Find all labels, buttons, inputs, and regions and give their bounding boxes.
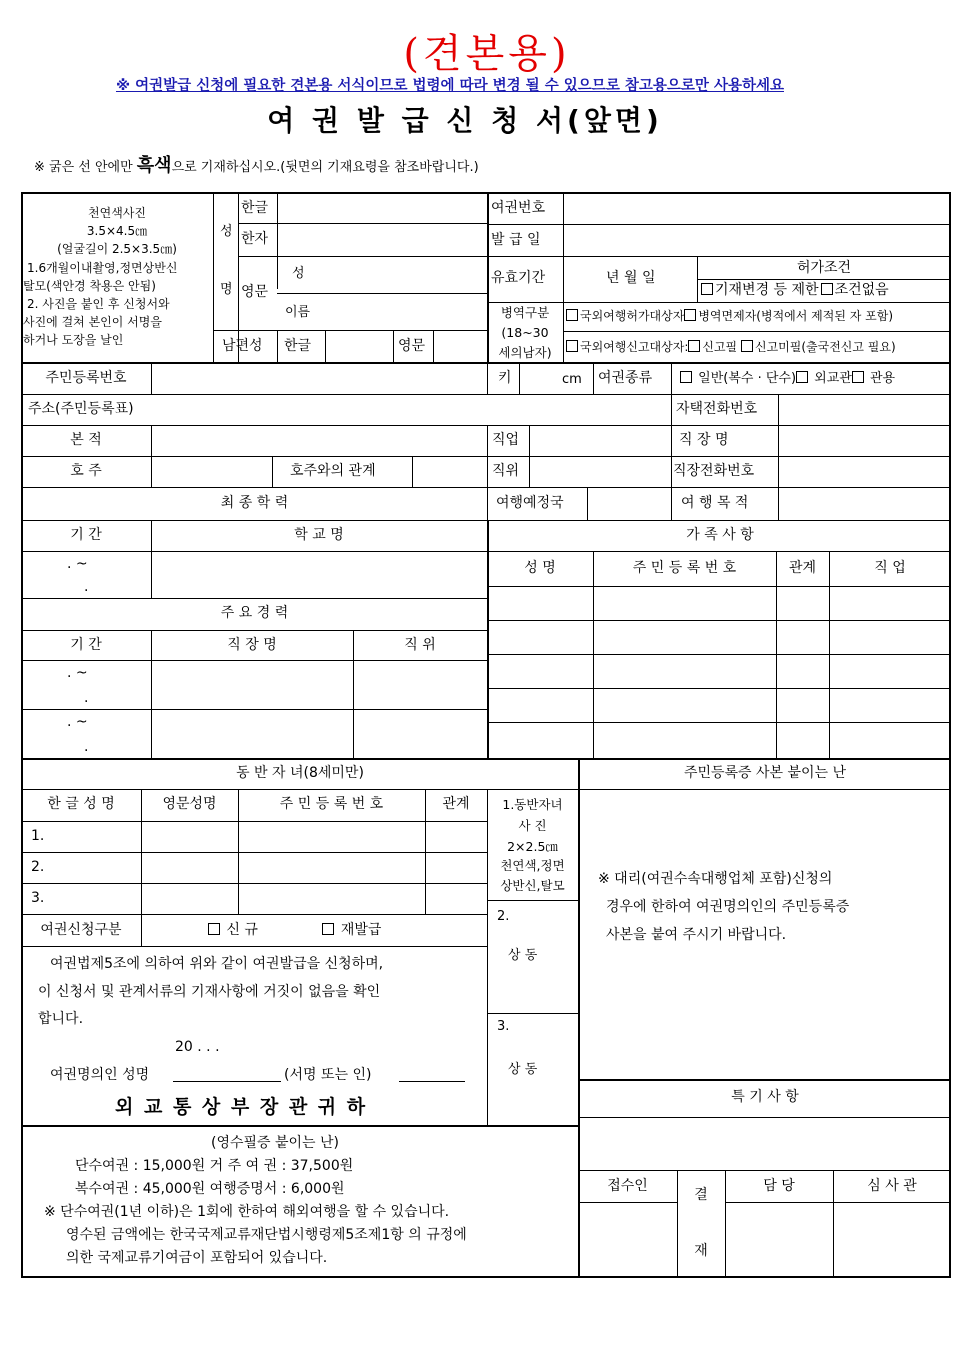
signer-label: 여권명의인 성명 — [50, 1067, 150, 1083]
instruction-prefix: ※ 굵은 선 안에만 — [34, 160, 133, 175]
id-copy-note-3: 사본을 붙여 주시기 바랍니다. — [606, 927, 787, 943]
label-job: 직업 — [492, 432, 520, 448]
remarks-title: 특 기 사 항 — [731, 1089, 799, 1105]
photo-line-5: 탈모(색안경 착용은 안됨) — [23, 279, 156, 293]
label-head: 호 주 — [70, 463, 102, 479]
type-regular-label: 일반(복수 · 단수) — [698, 371, 797, 386]
photo-line-4: 1.6개월이내촬영,정면상반신 — [27, 261, 178, 275]
not-reported-label: 신고미필(출국전신고 필요) — [754, 340, 896, 354]
fee-note-1: ※ 단수여권(1년 이하)은 1회에 한하여 해외여행을 할 수 있습니다. — [44, 1204, 450, 1220]
career-dot-1: . — [84, 690, 89, 706]
fee-note-3: 의한 국제교류기여금이 포함되어 있습니다. — [66, 1250, 328, 1266]
family-rel-header: 관계 — [788, 560, 817, 576]
input-eng-given[interactable] — [320, 294, 486, 329]
label-workplace: 직 장 명 — [679, 432, 729, 448]
overseas-permit-checkbox[interactable] — [566, 309, 578, 321]
companion-row-3: 3. — [31, 890, 45, 906]
military-row-1 — [566, 309, 893, 324]
companion-photo-l2: 사 진 — [518, 818, 547, 833]
label-spouse-eng: 영문 — [398, 338, 426, 354]
label-domicile: 본 적 — [70, 432, 102, 448]
sample-label: (견본용) — [403, 31, 571, 77]
fee-note-2: 영수된 금액에는 한국국제교류재단법시행령제5조제1항 의 규정에 — [66, 1227, 467, 1243]
instruction-black-ink: 흑색 — [136, 155, 172, 176]
label-passport-number: 여권번호 — [491, 200, 546, 216]
companion-name-kr-header: 한 글 성 명 — [47, 796, 115, 812]
examiner-label: 심 사 관 — [867, 1178, 917, 1194]
companion-rel-header: 관계 — [442, 796, 470, 812]
label-position: 직위 — [492, 463, 520, 479]
military-label-1: 병역구분 — [500, 305, 550, 320]
approval-gyeol: 결 — [694, 1187, 708, 1203]
label-permit-conditions: 허가조건 — [796, 260, 852, 276]
label-education: 최 종 학 력 — [220, 495, 289, 511]
label-purpose: 여 행 목 적 — [681, 495, 749, 511]
career-position-header: 직 위 — [404, 637, 436, 653]
label-head-relation: 호주와의 관계 — [290, 463, 376, 479]
label-seong: 성 — [220, 224, 233, 239]
new-application-label: 신 규 — [226, 922, 258, 938]
input-rrn[interactable] — [152, 363, 486, 393]
label-yeongmun: 영문 — [241, 284, 269, 300]
label-cm: cm — [562, 372, 582, 387]
career-workplace-header: 직 장 명 — [227, 637, 277, 653]
input-name-hanja[interactable] — [278, 224, 486, 255]
permit-none-checkbox[interactable] — [821, 283, 833, 295]
companion-title: 동 반 자 녀(8세미만) — [236, 765, 364, 781]
companion-photo-l5: 상반신,탈모 — [500, 878, 565, 893]
declaration-line-1: 여권법제5조에 의하여 위와 같이 여권발급을 신청하며, — [50, 956, 384, 972]
permit-none-label: 조건없음 — [834, 282, 889, 298]
companion-name-en-header: 영문성명 — [162, 796, 217, 812]
new-application-checkbox[interactable] — [208, 923, 220, 935]
id-copy-note-2: 경우에 한하여 여권명의인의 주민등록증 — [606, 899, 850, 915]
sign-note: (서명 또는 인) — [284, 1067, 372, 1083]
companion-photo-3: 3. — [497, 1019, 510, 1034]
instruction-suffix: 으로 기재하십시오.(뒷면의 기재요령을 참조바랍니다.) — [171, 160, 479, 175]
companion-rrn-header: 주 민 등 록 번 호 — [279, 796, 384, 812]
military-exempt-label: 병역면제자(병적에서 제적된 자 포함) — [698, 309, 894, 323]
input-passport-number[interactable] — [564, 193, 950, 223]
type-diplomat-label: 외교관 — [814, 371, 852, 386]
label-issue-date: 발 급 일 — [491, 232, 541, 248]
photo-line-7: 사진에 걸쳐 본인이 서명을 — [23, 315, 162, 329]
fee-line-2: 복수여권 : 45,000원 여행증명서 : 6,000원 — [75, 1181, 345, 1197]
input-name-hangul[interactable] — [278, 193, 486, 222]
label-eng-given: 이름 — [285, 305, 311, 320]
sample-notice: ※ 여권발급 신청에 필요한 견본용 서식이므로 법령에 따라 변경 될 수 있으므로 참고용으로만 사용하세요 — [115, 78, 784, 94]
label-hangul: 한글 — [241, 200, 269, 216]
companion-row-1: 1. — [31, 828, 45, 844]
addressee: 외 교 통 상 부 장 관 귀 하 — [115, 1096, 368, 1118]
reported-checkbox[interactable] — [688, 340, 700, 352]
photo-line-8: 하거나 도장을 날인 — [23, 333, 124, 347]
not-reported-checkbox[interactable] — [741, 340, 753, 352]
career-dot-2: . — [84, 739, 89, 755]
edu-dot: . — [84, 579, 89, 595]
officer-label: 담 당 — [763, 1178, 795, 1194]
fill-instruction — [34, 155, 479, 176]
photo-line-3: (얼굴길이 2.5×3.5㎝) — [57, 242, 177, 256]
family-job-header: 직 업 — [874, 560, 906, 576]
id-copy-note-1: ※ 대리(여권수속대행업체 포함)신청의 — [598, 871, 833, 887]
label-spouse-hangul: 한글 — [284, 338, 312, 354]
photo-line-6: 2. 사진을 붙인 후 신청서와 — [27, 297, 170, 311]
declaration-date: 20 . . . — [175, 1039, 220, 1055]
signer-name-line[interactable] — [173, 1081, 281, 1082]
input-issue-date[interactable] — [564, 225, 950, 255]
military-exempt-checkbox[interactable] — [684, 309, 696, 321]
type-official-label: 관용 — [870, 371, 896, 386]
companion-photo-2-same: 상 동 — [508, 948, 538, 963]
companion-row-2: 2. — [31, 859, 45, 875]
edu-period-header: 기 간 — [70, 527, 102, 543]
permit-restricted-label: 기재변경 등 제한 — [715, 282, 819, 298]
label-home-phone: 자택전화번호 — [676, 401, 758, 417]
validity-ymd: 년 월 일 — [606, 270, 656, 286]
permit-restricted-checkbox[interactable] — [701, 283, 713, 295]
label-validity: 유효기간 — [491, 270, 546, 286]
companion-photo-l3: 2×2.5㎝ — [507, 839, 558, 854]
reported-label: 신고필 — [702, 340, 738, 354]
label-address: 주소(주민등록표) — [28, 401, 134, 417]
reissue-checkbox[interactable] — [322, 923, 334, 935]
receiver-label: 접수인 — [607, 1178, 648, 1194]
edu-range: . ~ — [67, 556, 88, 572]
approval-jae: 재 — [694, 1243, 708, 1259]
companion-photo-l4: 천연색,정면 — [500, 858, 565, 873]
family-rrn-header: 주 민 등 록 번 호 — [632, 560, 737, 576]
military-row-2 — [566, 340, 896, 355]
label-hanja: 한자 — [241, 231, 269, 247]
photo-line-2: 3.5×4.5㎝ — [86, 224, 148, 238]
photo-line-1: 천연색사진 — [88, 206, 146, 220]
overseas-permit-label: 국외여행허가대상자 — [580, 309, 685, 323]
id-copy-title: 주민등록증 사본 붙이는 난 — [683, 765, 847, 781]
type-diplomat-checkbox[interactable] — [796, 371, 808, 383]
input-eng-surname[interactable] — [320, 257, 486, 292]
career-title: 주 요 경 력 — [220, 605, 289, 621]
companion-photo-3-same: 상 동 — [508, 1062, 538, 1077]
label-rrn: 주민등록번호 — [45, 370, 127, 386]
type-official-checkbox[interactable] — [852, 371, 864, 383]
passport-type-options — [680, 371, 895, 386]
label-destination: 여행예정국 — [496, 495, 564, 511]
receipt-stamp-title: (영수필증 붙이는 난) — [210, 1135, 340, 1151]
label-spouse: 남편성 — [222, 338, 263, 354]
companion-photo-2: 2. — [497, 909, 510, 924]
type-regular-checkbox[interactable] — [680, 371, 692, 383]
label-height: 키 — [498, 370, 512, 386]
application-type-label: 여권신청구분 — [40, 922, 122, 938]
military-label-3: 세의남자) — [498, 345, 552, 360]
label-myeong: 명 — [220, 282, 233, 297]
military-label-2: (18~30 — [501, 325, 549, 340]
input-address[interactable] — [152, 395, 670, 424]
edu-school-header: 학 교 명 — [294, 527, 344, 543]
label-work-phone: 직장전화번호 — [673, 463, 755, 479]
label-eng-surname: 성 — [292, 266, 305, 281]
companion-photo-l1: 1.동반자녀 — [502, 797, 563, 812]
signature-line[interactable] — [399, 1081, 465, 1082]
form-title: 여 권 발 급 신 청 서(앞면) — [267, 104, 663, 137]
family-title: 가 족 사 항 — [686, 527, 754, 543]
declaration-line-2: 이 신청서 및 관계서류의 기재사항에 거짓이 없음을 확인 — [38, 984, 381, 1000]
overseas-report-label: 국외여행신고대상자: — [580, 340, 689, 354]
fee-line-1: 단수여권 : 15,000원 거 주 여 권 : 37,500원 — [75, 1158, 354, 1174]
permit-options — [701, 283, 889, 298]
reissue-label: 재발급 — [340, 922, 382, 938]
career-range-1: . ~ — [67, 665, 88, 681]
career-period-header: 기 간 — [70, 637, 102, 653]
application-type-options — [208, 923, 381, 938]
declaration-line-3: 합니다. — [38, 1011, 84, 1027]
overseas-report-checkbox[interactable] — [566, 340, 578, 352]
family-name-header: 성 명 — [524, 560, 556, 576]
career-range-2: . ~ — [67, 714, 88, 730]
label-passport-type: 여권종류 — [598, 370, 653, 386]
